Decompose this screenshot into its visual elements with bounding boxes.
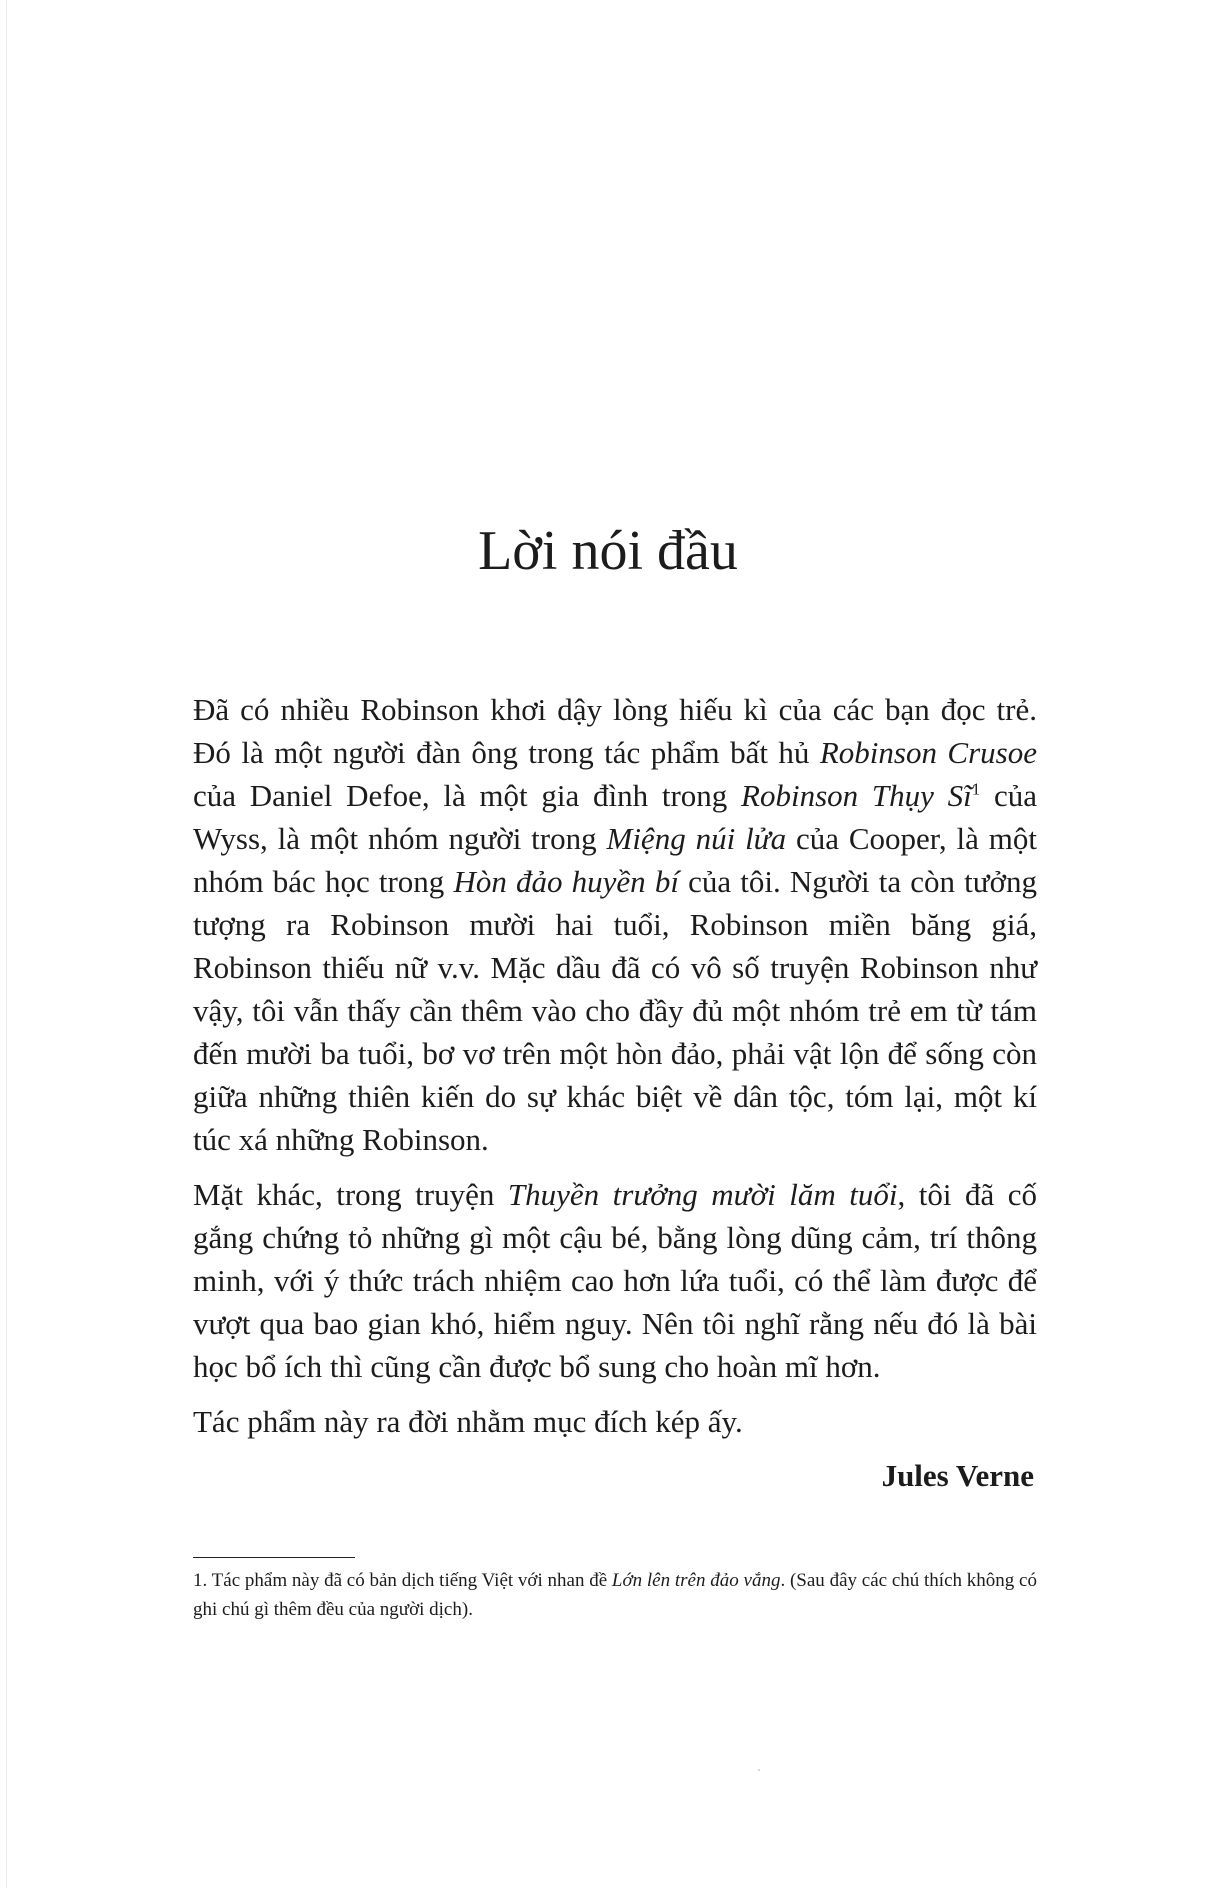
- italic-title: Hòn đảo huyền bí: [453, 864, 679, 899]
- author-signature: Jules Verne: [881, 1458, 1034, 1493]
- text-run: Tác phẩm này đã có bản dịch tiếng Việt với nhan đề: [207, 1570, 612, 1591]
- text-run: Đã có nhiều Robinson khơi dậy lòng hiếu kì của các bạn đọc trẻ. Đó là một người đàn ông trong tác phẩm bất hủ: [193, 692, 1037, 770]
- text-run: của Wyss, là một nhóm người trong: [193, 778, 1037, 856]
- italic-title: Miệng núi lửa: [606, 821, 787, 856]
- text-run: của Cooper, là một nhóm bác học trong: [193, 821, 1037, 899]
- paragraph-1: [193, 688, 1037, 1161]
- footnote-ref: 1: [971, 779, 981, 799]
- italic-title: Robinson Thụy Sĩ: [741, 778, 972, 813]
- page-edge-line: [6, 0, 7, 1888]
- footnote: [193, 1566, 1037, 1624]
- page-speck: [758, 1769, 760, 1771]
- text-run: Tác phẩm này ra đời nhằm mục đích kép ấy.: [193, 1404, 743, 1439]
- paragraph-3: [193, 1400, 1037, 1443]
- text-run: , tôi đã cố gắng chứng tỏ những gì một cậu bé, bằng lòng dũng cảm, trí thông minh, với ý thức trách nhiệm cao hơn lứa tuổi, có thể làm được để vượt qua bao gian khó, hiểm nguy. Nên tôi nghĩ rằng nếu đó là bài học bổ ích thì cũng cần được bổ sung cho hoàn mĩ hơn.: [193, 1177, 1037, 1384]
- page-title: Lời nói đầu: [478, 520, 738, 582]
- footnote-text: [193, 1570, 1037, 1620]
- italic-title: Thuyền trưởng mười lăm tuổi: [507, 1177, 898, 1212]
- paragraph-2: [193, 1173, 1037, 1388]
- text-run: của tôi. Người ta còn tưởng tượng ra Robinson mười hai tuổi, Robinson miền băng giá, Robinson thiếu nữ v.v. Mặc dầu đã có vô số truyện Robinson như vậy, tôi vẫn thấy cần thêm vào cho đầy đủ một nhóm trẻ em từ tám đến mười ba tuổi, bơ vơ trên một hòn đảo, phải vật lộn để sống còn giữa những thiên kiến do sự khác biệt về dân tộc, tóm lại, một kí túc xá những Robinson.: [193, 864, 1037, 1157]
- text-run: . (Sau đây các chú thích không có ghi chú gì thêm đều của người dịch).: [193, 1570, 1037, 1620]
- footnote-number: 1.: [193, 1570, 208, 1591]
- footnote-divider: [193, 1557, 355, 1558]
- text-run: Mặt khác, trong truyện: [193, 1177, 508, 1212]
- italic-title: Robinson Crusoe: [819, 735, 1037, 770]
- italic-title: Lớn lên trên đảo vắng: [611, 1570, 781, 1591]
- text-run: của Daniel Defoe, là một gia đình trong: [193, 778, 742, 813]
- preface-body: [193, 688, 1037, 1455]
